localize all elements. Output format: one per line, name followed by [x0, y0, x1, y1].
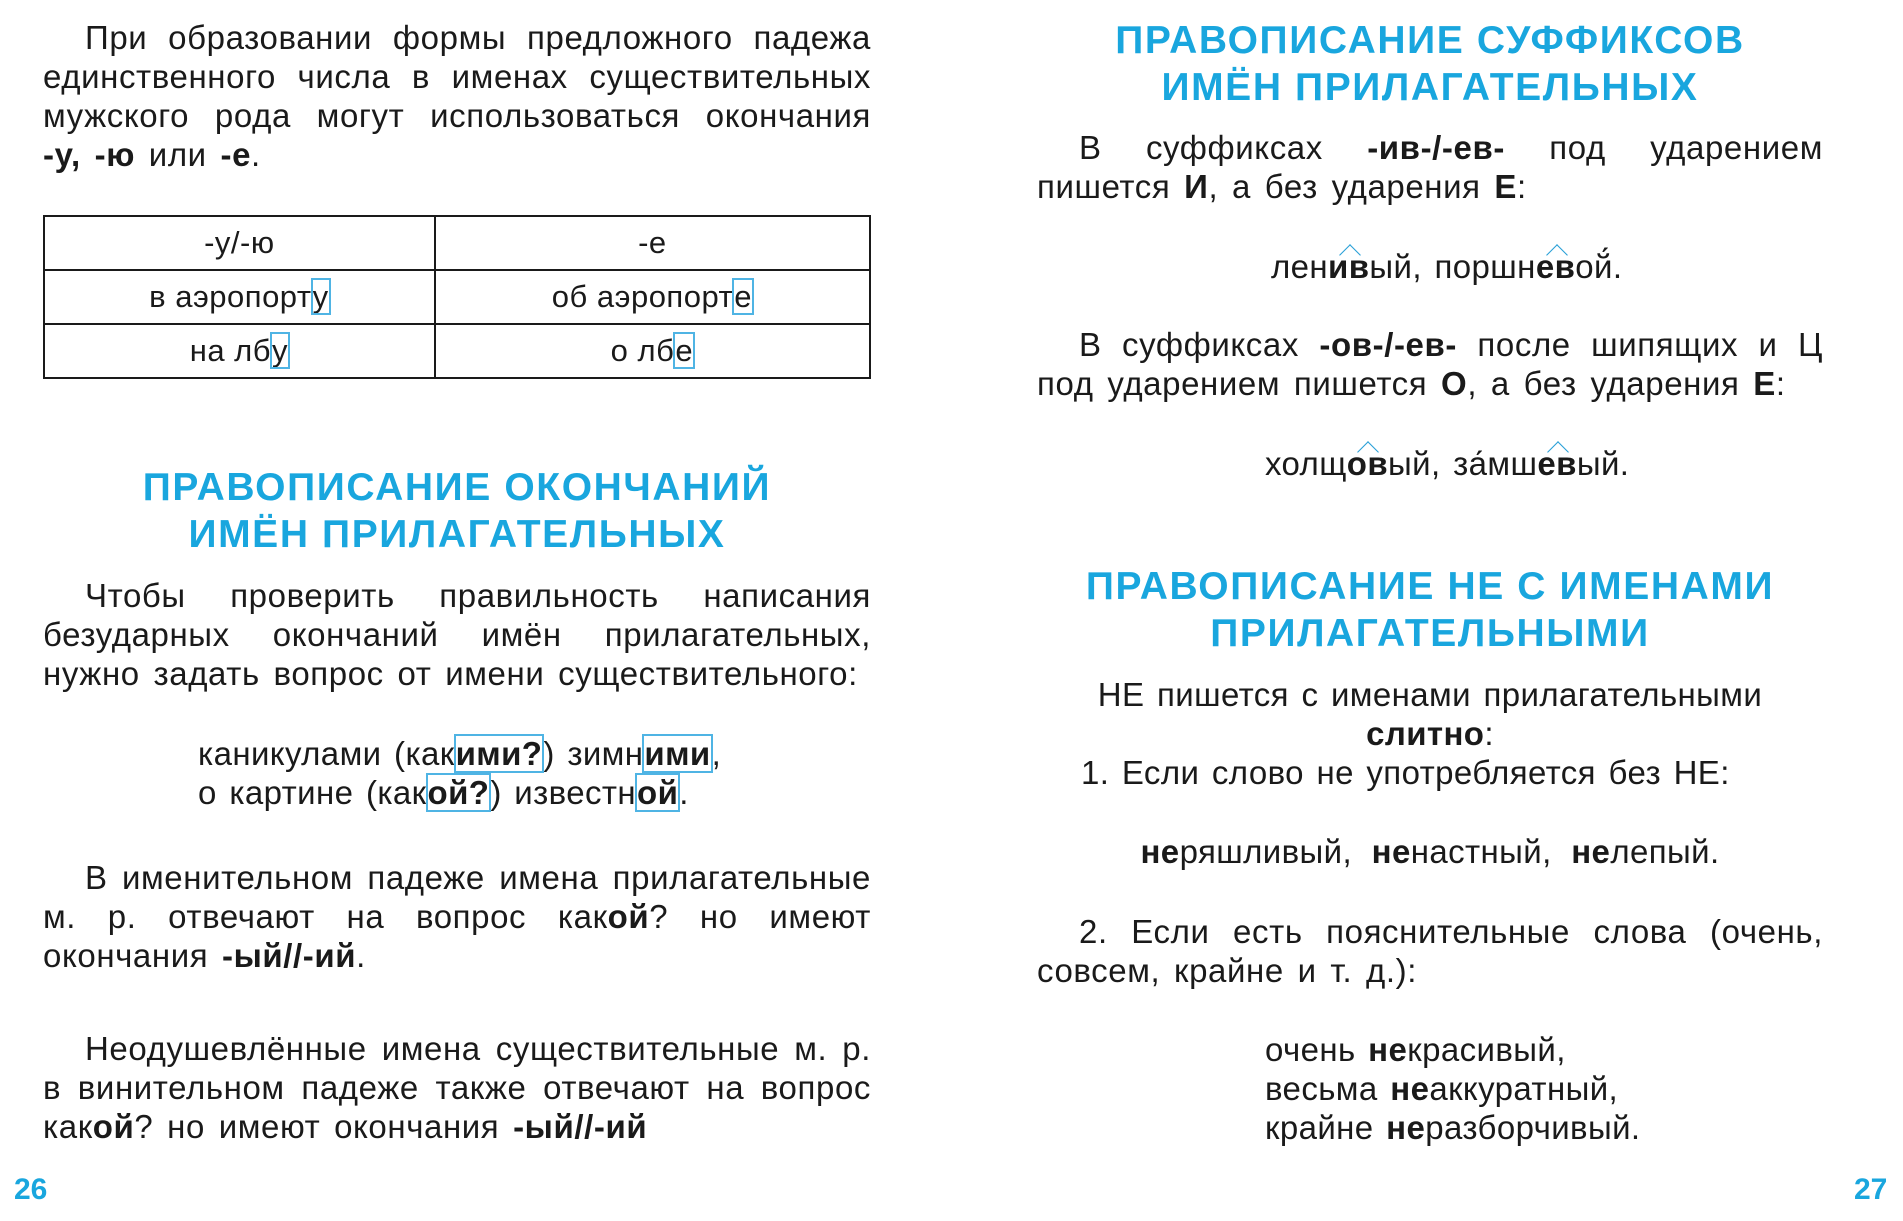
- page-number: 27: [1854, 1173, 1888, 1206]
- table-cell: о лбе: [435, 324, 870, 378]
- list-item: 2. Если есть пояснительные слова (очень, совсем, крайне и т. д.):: [1037, 913, 1823, 989]
- example-line: о картине (какой?) известной.: [198, 774, 689, 811]
- intro-paragraph: При образовании формы предложного падежа единственного числа в именах существительных мужского рода могут использоваться окончания -у, -ю или -е.: [43, 19, 871, 173]
- example-line: крайне неразборчивый.: [1265, 1109, 1641, 1146]
- right-page: [951, 0, 1903, 1221]
- example-line: каникулами (какими?) зимними,: [198, 735, 722, 772]
- table-row: [44, 270, 870, 324]
- suffix-rule-1: В суффиксах -ив-/-ев- под ударением пишется И, а без ударения Е:: [1037, 129, 1823, 205]
- table-header: -у/-ю: [44, 216, 435, 270]
- table-header: -е: [435, 216, 870, 270]
- suffix-rule-2: В суффиксах -ов-/-ев- после шипящих и Ц под ударением пишется О, а без ударения Е:: [1037, 326, 1823, 402]
- example-line: неряшливый, ненастный, нелепый.: [1140, 833, 1720, 870]
- example-line: очень некрасивый,: [1265, 1031, 1566, 1068]
- heading-adjective-suffixes: ПРАВОПИСАНИЕ СУФФИКСОВ ИМЁН ПРИЛАГАТЕЛЬНЫХ: [1115, 19, 1745, 109]
- heading-adjective-endings: ПРАВОПИСАНИЕ ОКОНЧАНИЙ ИМЁН ПРИЛАГАТЕЛЬНЫХ: [142, 466, 772, 556]
- list-item: 1. Если слово не употребляется без НЕ:: [1081, 754, 1730, 791]
- table-cell: на лбу: [44, 324, 435, 378]
- accusative-paragraph: Неодушевлённые имена существительные м. р. в винительном падеже также отвечают на вопрос какой? но имеют окончания -ый//-ий: [43, 1030, 871, 1145]
- page-number: 26: [14, 1173, 48, 1206]
- heading-ne-with-adjectives: ПРАВОПИСАНИЕ НЕ С ИМЕНАМИ ПРИЛАГАТЕЛЬНЫМИ: [1085, 565, 1775, 655]
- table-row: [44, 324, 870, 378]
- ne-rule: НЕ пишется с именами прилагательными слитно:: [1097, 676, 1763, 752]
- table-cell: об аэропорте: [435, 270, 870, 324]
- endings-table: [43, 215, 871, 379]
- nominative-paragraph: В именительном падеже имена прилагательные м. р. отвечают на вопрос какой? но имеют окончания -ый//-ий.: [43, 859, 871, 974]
- example-line: ленивый, поршневой ́.: [1271, 247, 1622, 286]
- table-cell: в аэропорту: [44, 270, 435, 324]
- left-page: [0, 0, 951, 1221]
- example-line: весьма неаккуратный,: [1265, 1070, 1619, 1107]
- example-line: холщовый, за ́мшевый.: [1265, 444, 1629, 483]
- check-rule-paragraph: Чтобы проверить правильность написания безударных окончаний имён прилагательных, нужно задать вопрос от имени существительного:: [43, 577, 871, 692]
